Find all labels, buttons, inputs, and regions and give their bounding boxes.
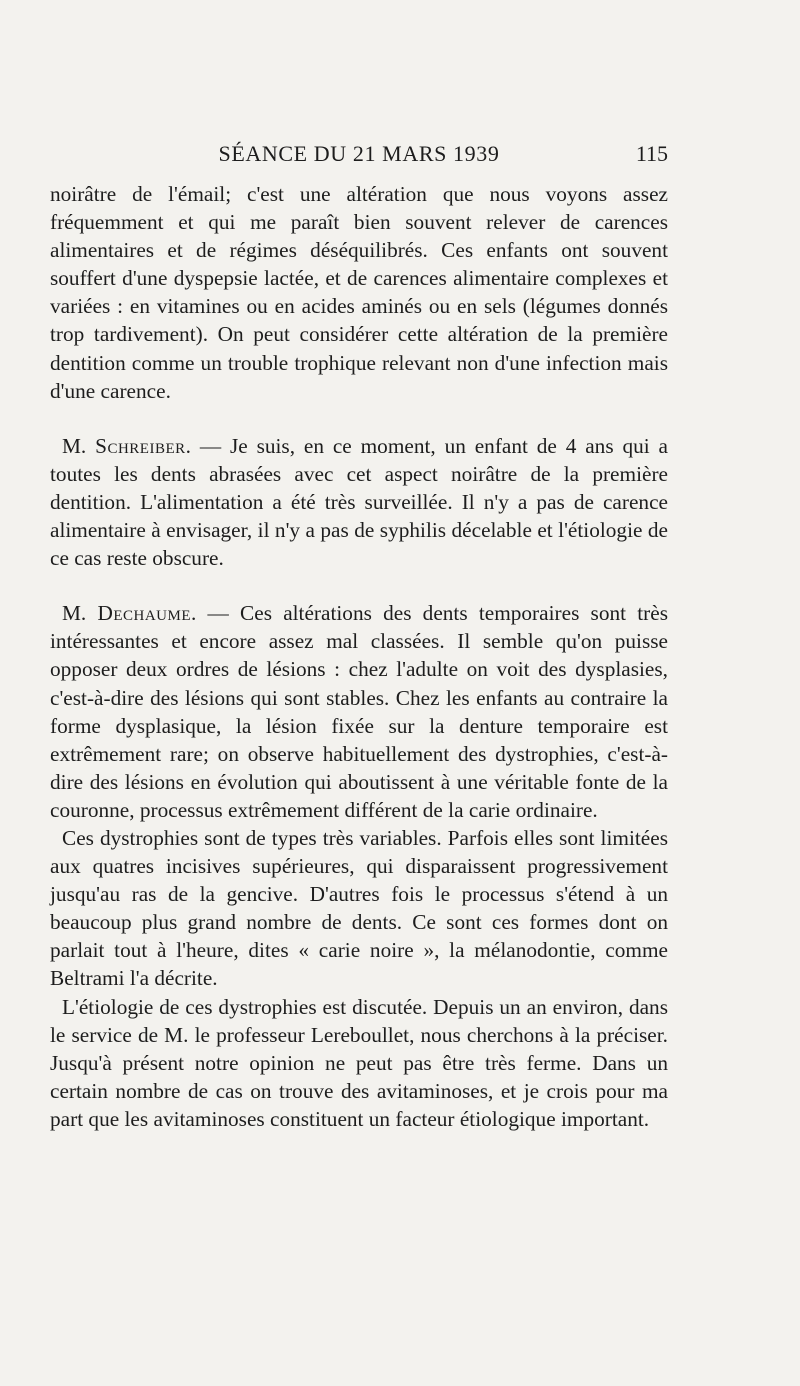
speaker-name-dechaume: Dechaume (97, 601, 192, 626)
body-text (50, 180, 668, 1133)
running-head-title: SÉANCE DU 21 MARS 1939 (218, 141, 500, 166)
speaker-prefix: M. (62, 601, 98, 626)
page-number: 115 (635, 141, 668, 166)
speaker-prefix: M. (62, 433, 96, 458)
speaker-name-schreiber: Schreiber (95, 433, 186, 458)
speaker-suffix: . — (185, 433, 230, 458)
paragraph-schreiber (50, 432, 668, 572)
speaker-suffix: . — (191, 601, 241, 626)
running-head (50, 138, 668, 170)
paragraph-text: Ces altérations des dents temporaires sont très intéressantes et encore assez mal classées. Il semble qu'on puisse opposer deux ordres de lésions : chez l'adulte on voit des dysplasies, c'est-à-dire des lésions qui sont stables. Chez les enfants au contraire la forme dysplasique, la lésion fixée sur la denture temporaire est extrêmement rare; on observe habituellement des dystrophies, c'est-à-dire des lésions en évolution qui aboutissent à une véritable fonte de la couronne, processus extrêmement différent de la carie ordinaire. (50, 601, 668, 822)
paragraph-text: Je suis, en ce moment, un enfant de 4 ans qui a toutes les dents abrasées avec cet aspect noirâtre de la première dentition. L'alimentation a été très surveillée. Il n'y a pas de carence alimentaire à envisager, il n'y a pas de syphilis décelable et l'étiologie de ce cas reste obscure. (50, 433, 668, 571)
paragraph-gap (50, 405, 668, 432)
paragraph-continuation: noirâtre de l'émail; c'est une altération que nous voyons assez fréquemment et qui me paraît bien souvent relever de carences alimentaires et de régimes déséquilibrés. Ces enfants ont souvent souffert d'une dyspepsie lactée, et de carences alimentaire complexes et variées : en vitamines ou en acides aminés ou en sels (légumes donnés trop tardivement). On peut considérer cette altération de la première dentition comme un trouble trophique relevant non d'une infection mais d'une carence. (50, 182, 668, 403)
paragraph-dechaume (50, 599, 668, 824)
paragraph-gap (50, 572, 668, 599)
paragraph-dystrophies: Ces dystrophies sont de types très variables. Parfois elles sont limitées aux quatres incisives supérieures, qui disparaissent progressivement jusqu'au ras de la gencive. D'autres fois le processus s'étend à un beaucoup plus grand nombre de dents. Ce sont ces formes dont on parlait tout à l'heure, dites « carie noire », la mélanodontie, comme Beltrami l'a décrite. (50, 825, 668, 991)
paragraph-etiologie: L'étiologie de ces dystrophies est discutée. Depuis un an environ, dans le service de M. le professeur Lereboullet, nous cherchons à la préciser. Jusqu'à présent notre opinion ne peut pas être très ferme. Dans un certain nombre de cas on trouve des avitaminoses, et je crois pour ma part que les avitaminoses constituent un facteur étiologique important. (50, 994, 668, 1131)
